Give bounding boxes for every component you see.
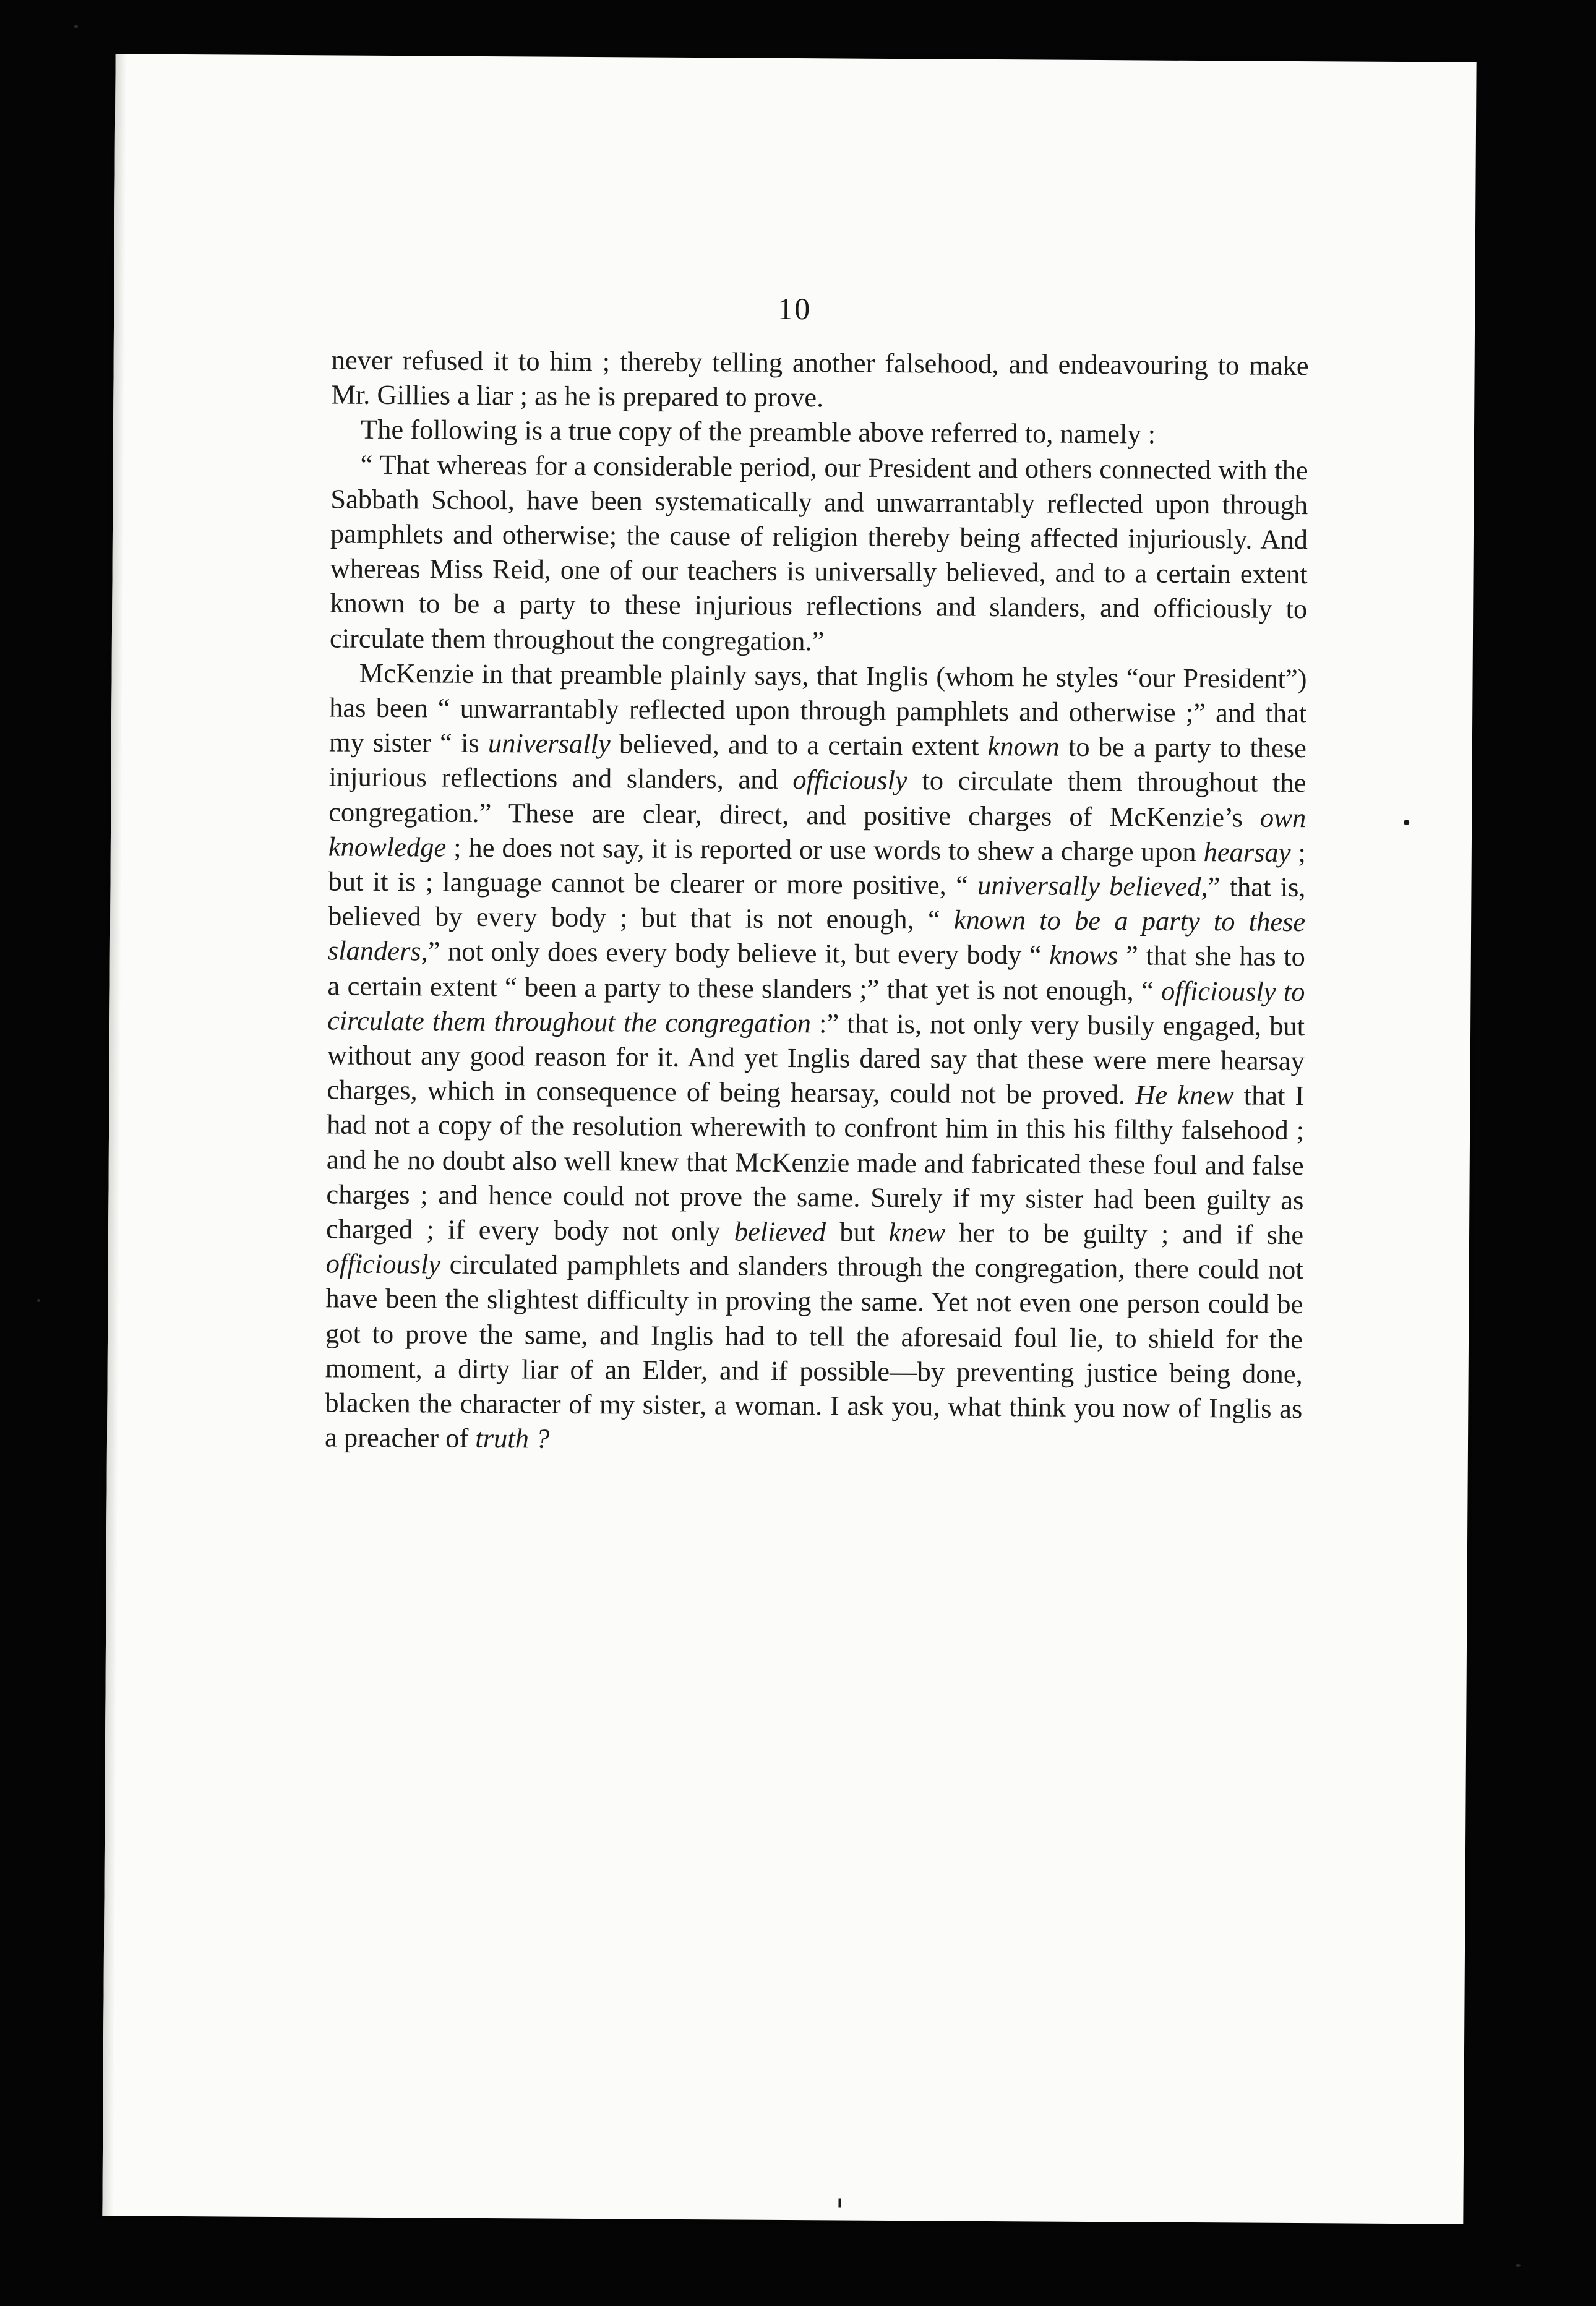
text-run: believed, and to a certain extent	[610, 728, 988, 762]
text-run: to be a party to these injurious reflections and slanders, and	[328, 731, 1307, 795]
margin-mark	[838, 2199, 841, 2208]
italic-emphasis: knows	[1049, 940, 1118, 971]
page-fold-shadow	[102, 54, 126, 2216]
paragraph-preamble-quote: “ That whereas for a considerable period, our President and others connected with the Sabbath School, have been systematically and unwarrantably reflected upon through pamphlets and otherwise; the cause of religion thereby being affected injuriously. And whereas Miss Reid, one of our teachers is universally believed, and to a certain extent known to be a party to these injurious reflections and slanders, and officiously to circulate them throughout the congregation.”	[329, 448, 1308, 656]
italic-emphasis: universally believed,	[977, 869, 1208, 902]
page-number: 10	[778, 291, 812, 327]
text-run: ; but it is ; language cannot be clearer or more positive, “	[328, 836, 1306, 901]
italic-emphasis: officiously	[792, 764, 907, 796]
text-run: :” that is, not only very busily engaged, but without any good reason for it. And yet Inglis dared say that these were mere hearsay charges, which in consequence of being hearsay, could not be proved.	[327, 1008, 1305, 1110]
italic-emphasis: officiously to circulate them throughout the congregation	[327, 975, 1305, 1039]
text-run: ; he does not say, it is reported or use words to shew a charge upon	[446, 831, 1204, 867]
italic-emphasis: universally	[487, 727, 611, 760]
body-text	[325, 342, 1309, 1460]
paragraph-intro-quote: The following is a true copy of the preamble above referred to, namely :	[360, 414, 1156, 450]
film-speck	[74, 25, 78, 28]
text-run: McKenzie in that preamble plainly says, that Inglis (whom he styles “our President”) has been “ unwarrantably reflected upon through pamphlets and otherwise ;” and that my sister “ is	[328, 657, 1307, 759]
italic-emphasis: knew	[888, 1217, 946, 1248]
margin-mark	[1404, 820, 1409, 825]
italic-emphasis: truth ?	[475, 1423, 550, 1454]
italic-emphasis: officiously	[325, 1248, 441, 1280]
text-run: but	[825, 1216, 889, 1248]
text-run: her to be guilty ; and if she	[945, 1217, 1304, 1251]
document-page	[102, 54, 1476, 2224]
text-run: ” that is, believed by every body ; but that is not enough, “	[328, 871, 1306, 935]
text-run: ” not only does every body believe it, but every body “	[427, 935, 1050, 971]
text-run: that I had not a copy of the resolution wherewith to confront him in this his filthy falsehood ; and he no doubt also well knew that McKenzie made and fabricated these foul and false charges ; and hence could not prove the same. Surely if my sister had been guilty as charged ; if every body not only	[325, 1079, 1305, 1247]
paragraph-continuation: never refused it to him ; thereby telling another falsehood, and endeavouring to make Mr. Gillies a liar ; as he is prepared to prove.	[331, 344, 1309, 413]
italic-emphasis: hearsay	[1203, 836, 1291, 868]
italic-emphasis: believed	[734, 1215, 826, 1248]
paragraph-argument	[325, 655, 1307, 1460]
italic-emphasis: known to be a party to these slanders,	[327, 904, 1306, 967]
text-run: ” that she has to a certain extent “ been a party to these slanders ;” that yet is not enough, “	[327, 940, 1305, 1006]
text-run: circulated pamphlets and slanders through the congregation, there could not have been the slightest difficulty in proving the same. Yet not even one person could be got to prove the same, and Inglis had to tell the aforesaid foul lie, to shield for the moment, a dirty liar of an Elder, and if possible—by preventing justice being done, blacken the character of my sister, a woman. I ask you, what think you now of Inglis as a preacher of	[324, 1248, 1303, 1454]
film-speck	[37, 1299, 40, 1302]
italic-emphasis: He knew	[1135, 1079, 1234, 1111]
text-run: to circulate them throughout the congregation.” These are clear, direct, and positive charges of McKenzie’s	[328, 765, 1306, 833]
film-speck	[1516, 2264, 1521, 2267]
italic-emphasis: own knowledge	[328, 802, 1306, 863]
italic-emphasis: known	[987, 731, 1060, 762]
